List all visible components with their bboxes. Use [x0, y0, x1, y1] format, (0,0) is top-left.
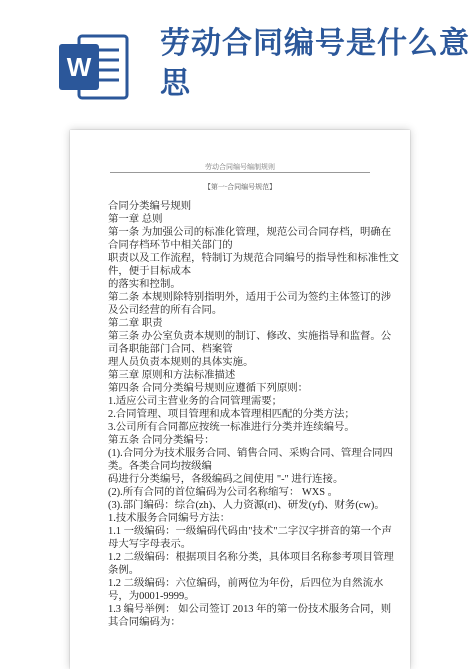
doc-line: 第四条 合同分类编号规则应遵循下列原则： [108, 383, 309, 394]
page-title: 劳动合同编号是什么意思 [160, 26, 470, 101]
doc-line: 职责以及工作流程，特制订为规范合同编号的指导性和标准性文件，便于目标成本 [108, 253, 399, 277]
document-body [108, 200, 400, 629]
doc-line: (1).合同分为技术服务合同、销售合同、采购合同、管理合同四类。各类合同均按级编 [108, 448, 393, 472]
doc-line: 1.2 二级编码：根据项目名称分类，具体项目名称参考项目管理条例。 [108, 552, 394, 576]
doc-line: 1.技术服务合同编号方法： [108, 513, 231, 524]
doc-line: 1.适应公司主营业务的合同管理需要； [108, 396, 283, 407]
doc-line: (3).部门编码：综合(zh)、人力资源(rl)、研发(yf)、财务(cw)。 [108, 500, 385, 511]
doc-line: 第五条 合同分类编号： [108, 435, 215, 446]
running-head: 劳动合同编号编制规则 [205, 163, 275, 171]
doc-line: 1.1 一级编码：一级编码代码由"技术"二字汉字拼音的第一个声母大写字母表示。 [108, 526, 392, 550]
doc-line: 3.公司所有合同都应按统一标准进行分类并连续编号。 [108, 422, 355, 433]
doc-line: 第一章 总则 [108, 214, 163, 225]
doc-line: 合同分类编号规则 [108, 201, 192, 212]
doc-line: 2.合同管理、项目管理和成本管理相匹配的分类方法； [108, 409, 355, 420]
doc-line: 码进行分类编号，各级编码之间使用 "-" 进行连接。 [108, 474, 344, 485]
document-page [70, 130, 410, 669]
doc-line: 理人员负责本规则的具体实施。 [108, 357, 254, 368]
doc-line: 第一条 为加强公司的标准化管理，规范公司合同存档，明确在合同存档环节中相关部门的 [108, 227, 392, 251]
doc-line: (2).所有合同的首位编码为公司名称缩写： WXS 。 [108, 487, 339, 498]
header-banner [0, 0, 474, 125]
doc-line: 第三章 原则和方法标准描述 [108, 370, 236, 381]
word-icon [57, 30, 131, 104]
doc-line: 1.3 编号举例： 如公司签订 2013 年的第一份技术服务合同，则其合同编码为： [108, 604, 392, 628]
doc-line: 的落实和控制。 [108, 279, 181, 290]
doc-line: 第二条 本规则除特别指明外，适用于公司为签约主体签订的涉及公司经营的所有合同。 [108, 292, 392, 316]
doc-line: 第三条 办公室负责本规则的制订、修改、实施指导和监督。公司各职能部门合同、档案管 [108, 331, 392, 355]
doc-line: 1.2 二级编码：六位编码，前两位为年份，后四位为自然流水号，为0001-9999。 [108, 578, 384, 602]
header-rule [110, 172, 370, 173]
chapter-link[interactable]: 【第一·合同编号规范】 [203, 183, 277, 191]
svg-text:W: W [66, 52, 92, 82]
doc-line: 第二章 职责 [108, 318, 163, 329]
